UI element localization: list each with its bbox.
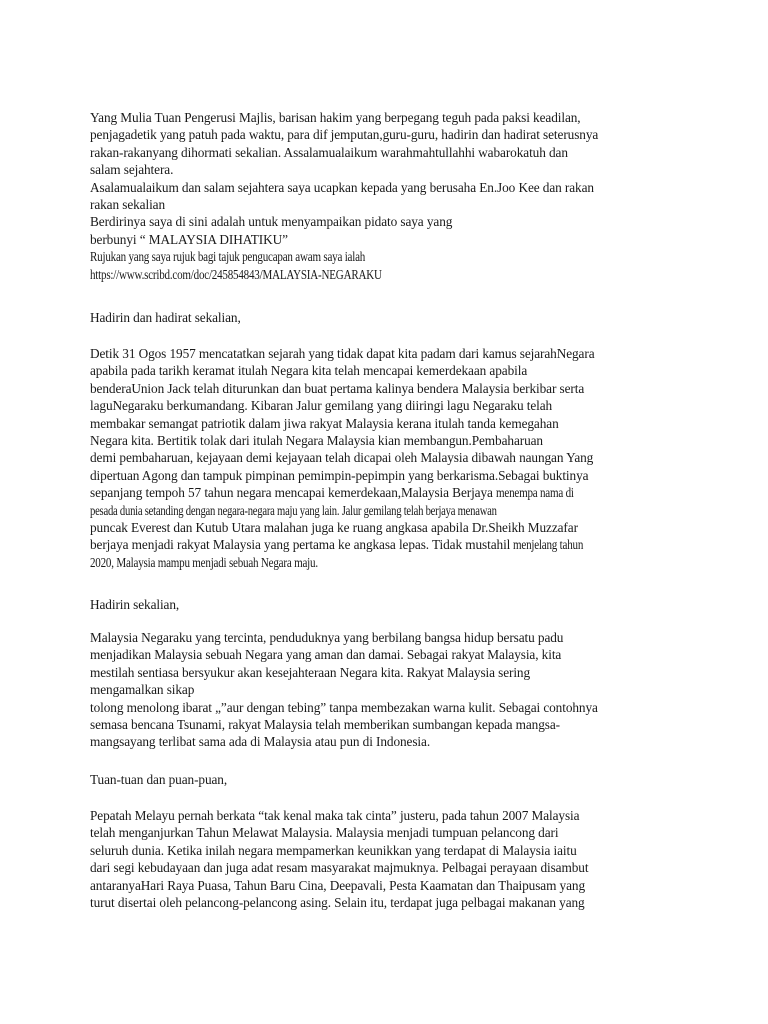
text-segment: pesada dunia setanding dengan negara-negara maju yang lain. xyxy=(90,502,340,518)
text-line: laguNegaraku berkumandang. Kibaran Jalur gemilang yang diiringi lagu Negaraku telah xyxy=(90,398,553,414)
reference-url: https://www.scribd.com/doc/245854843/MALAYSIA-NEGARAKU xyxy=(90,266,382,282)
text-line xyxy=(90,484,690,501)
text-line xyxy=(90,502,690,519)
text-line xyxy=(90,554,690,571)
text-line: Pepatah Melayu pernah berkata “tak kenal maka tak cinta” justeru, pada tahun 2007 Malaysia xyxy=(90,808,580,823)
paragraph-merdeka xyxy=(90,345,690,571)
text-line: telah menganjurkan Tahun Melawat Malaysia. Malaysia menjadi tumpuan pelancong dari xyxy=(90,825,559,841)
text-line xyxy=(90,248,690,265)
text-line: Negara kita. Bertitik tolak dari itulah Negara Malaysia kian membangun.Pembaharuan xyxy=(90,432,543,448)
text-line: penjagadetik yang patuh pada waktu, para dif jemputan,guru-guru, hadirin dan hadirat seterusnya xyxy=(90,127,599,143)
text-line: antaranyaHari Raya Puasa, Tahun Baru Cina, Deepavali, Pesta Kaamatan dan Thaipusam yang xyxy=(90,877,585,893)
text-segment: sepanjang tempoh 57 tahun negara mencapai kemerdekaan,Malaysia Berjaya xyxy=(90,485,497,501)
text-line: apabila pada tarikh keramat itulah Negara kita telah mencapai kemerdekaan apabila xyxy=(90,363,528,379)
text-line: Detik 31 Ogos 1957 mencatatkan sejarah yang tidak dapat kita padam dari kamus sejarahNegara xyxy=(90,346,595,361)
paragraph-pelancongan xyxy=(90,807,690,911)
text-segment-condensed: menempa nama di xyxy=(496,485,574,501)
opening-paragraph xyxy=(90,109,690,283)
greeting-tuan-puan xyxy=(90,771,690,788)
text-segment-condensed: 2020, Malaysia mampu menjadi sebuah Negara maju. xyxy=(90,554,318,570)
text-line: membakar semangat patriotik dalam jiwa rakyat Malaysia kerana itulah tanda kemegahan xyxy=(90,415,559,431)
greeting-hadirin-hadirat xyxy=(90,309,690,326)
text-segment: berjaya menjadi rakyat Malaysia yang pertama ke angkasa lepas. Tidak mustahil xyxy=(90,537,514,553)
text-line: mengamalkan sikap xyxy=(90,682,195,698)
text-line: tolong menolong ibarat „”aur dengan tebing” tanpa membezakan warna kulit. Sebagai contohnya xyxy=(90,699,598,715)
text-line: puncak Everest dan Kutub Utara malahan juga ke ruang angkasa apabila Dr.Sheikh Muzzafar xyxy=(90,519,578,535)
greeting-line: Hadirin sekalian, xyxy=(90,597,180,612)
text-line: Malaysia Negaraku yang tercinta, penduduknya yang berbilang bangsa hidup bersatu padu xyxy=(90,630,564,645)
text-line: menjadikan Malaysia sebuah Negara yang aman dan damai. Sebagai rakyat Malaysia, kita xyxy=(90,647,562,663)
text-line: berbunyi “ MALAYSIA DIHATIKU” xyxy=(90,231,288,247)
text-line: Yang Mulia Tuan Pengerusi Majlis, barisan hakim yang berpegang teguh pada paksi keadilan, xyxy=(90,110,581,125)
text-line: mestilah sentiasa bersyukur akan kesejahteraan Negara kita. Rakyat Malaysia sering xyxy=(90,664,531,680)
text-line: Berdirinya saya di sini adalah untuk menyampaikan pidato saya yang xyxy=(90,214,453,230)
text-line: seluruh dunia. Ketika inilah negara mempamerkan keunikkan yang terdapat di Malaysia iaitu xyxy=(90,842,577,858)
text-line: mangsayang terlibat sama ada di Malaysia atau pun di Indonesia. xyxy=(90,734,431,750)
text-line: rakan sekalian xyxy=(90,196,166,212)
paragraph-perpaduan xyxy=(90,629,690,751)
greeting-line: Hadirin dan hadirat sekalian, xyxy=(90,310,241,325)
text-line: turut disertai oleh pelancong-pelancong asing. Selain itu, terdapat juga pelbagai makanan yang xyxy=(90,894,585,910)
text-line: salam sejahtera. xyxy=(90,162,174,178)
text-segment-condensed xyxy=(90,502,497,519)
text-line xyxy=(90,536,690,553)
text-line: benderaUnion Jack telah diturunkan dan buat pertama kalinya bendera Malaysia berkibar serta xyxy=(90,380,585,396)
text-line: demi pembaharuan, kejayaan demi kejayaan telah dicapai oleh Malaysia dibawah naungan Yang xyxy=(90,450,594,466)
text-segment-condensed: menjelang tahun xyxy=(513,537,584,553)
text-line: rakan-rakanyang dihormati sekalian. Assalamualaikum warahmahtullahhi wabarokatuh dan xyxy=(90,144,568,160)
reference-intro: Rujukan yang saya rujuk bagi tajuk pengucapan awam saya ialah xyxy=(90,249,366,265)
text-line xyxy=(90,266,690,283)
greeting-line: Tuan-tuan dan puan-puan, xyxy=(90,772,228,787)
greeting-hadirin xyxy=(90,596,690,613)
text-line: dipertuan Agong dan tampuk pimpinan pemimpin-pepimpin yang berkarisma.Sebagai buktinya xyxy=(90,467,589,483)
text-line: Asalamualaikum dan salam sejahtera saya ucapkan kepada yang berusaha En.Joo Kee dan rakan xyxy=(90,179,594,195)
text-line: semasa bencana Tsunami, rakyat Malaysia telah memberikan sumbangan kepada mangsa- xyxy=(90,716,560,732)
text-line: dari segi kebudayaan dan juga adat resam masyarakat majmuknya. Pelbagai perayaan disambut xyxy=(90,860,589,876)
text-segment: Jalur gemilang telah berjaya menawan xyxy=(339,502,497,518)
